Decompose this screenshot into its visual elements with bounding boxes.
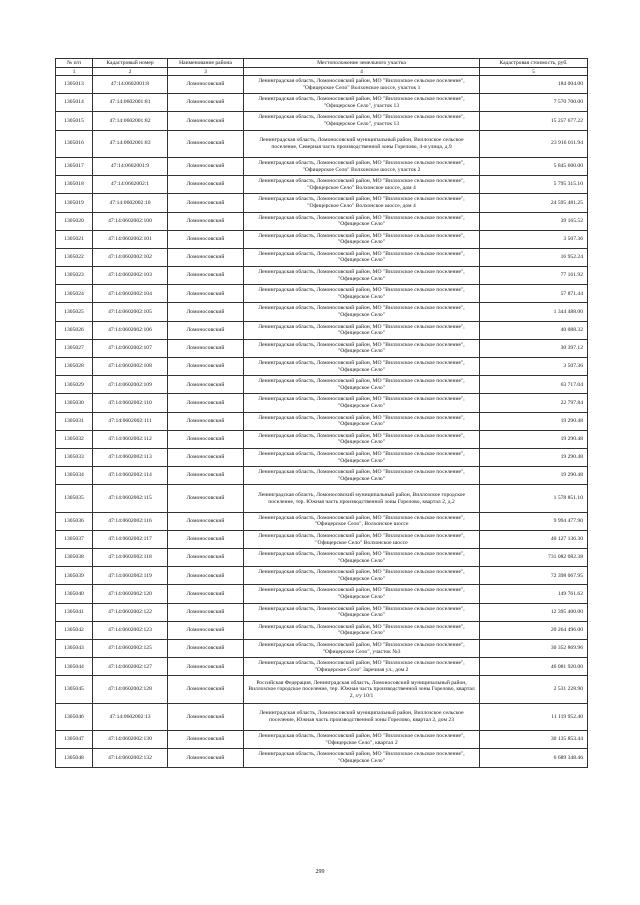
cadastral-value: 12 395 400.00 (480, 603, 588, 621)
land-plot-location: Ленинградская область, Ломоносовский район, МО "Виллозское сельское поселение", "Офицерское Село" (244, 567, 480, 585)
cadastral-number: 47:14:0602002:112 (93, 430, 168, 448)
table-row (56, 376, 588, 394)
cadastral-value-sheet (55, 58, 587, 768)
table-row (56, 394, 588, 412)
row-number: 1305035 (56, 485, 93, 512)
row-number: 1305017 (56, 157, 93, 175)
row-number: 1305014 (56, 94, 93, 112)
table-row (56, 212, 588, 230)
table-header (56, 59, 588, 76)
district-name: Ломоносовский (168, 339, 244, 357)
table-row (56, 603, 588, 621)
row-number: 1305036 (56, 512, 93, 530)
table-row (56, 358, 588, 376)
cadastral-value: 3 507.36 (480, 230, 588, 248)
cadastral-table (55, 58, 588, 768)
cadastral-number: 47:14:0602001:9 (93, 157, 168, 175)
table-row (56, 430, 588, 448)
cadastral-value: 22 797.84 (480, 394, 588, 412)
header-number: № п/п (56, 59, 93, 68)
cadastral-number: 47:14:0602002:128 (93, 676, 168, 703)
cadastral-number: 47:14:0602002:114 (93, 467, 168, 485)
cadastral-number: 47:14:0602002:110 (93, 394, 168, 412)
cadastral-number: 47:14:0602001:8 (93, 76, 168, 94)
district-name: Ломоносовский (168, 549, 244, 567)
district-name: Ломоносовский (168, 76, 244, 94)
cadastral-value: 149 761.62 (480, 585, 588, 603)
district-name: Ломоносовский (168, 485, 244, 512)
cadastral-number: 47:14:0602002:104 (93, 285, 168, 303)
land-plot-location: Ленинградская область, Ломоносовский район, МО "Виллозское сельское поселение", "Офицерское Село" (244, 285, 480, 303)
cadastral-value: 40 127 136.30 (480, 530, 588, 548)
cadastral-value: 40 088.32 (480, 321, 588, 339)
land-plot-location: Ленинградская область, Ломоносовский район, МО "Виллозское сельское поселение", "Офицерское Село" (244, 394, 480, 412)
land-plot-location: Ленинградская область, Ломоносовский район, МО "Виллозское сельское поселение", "Офицерское Село", квартал 2 (244, 731, 480, 749)
land-plot-location: Ленинградская область, Ломоносовский район, МО "Виллозское сельское поселение", "Офицерское Село" (244, 339, 480, 357)
land-plot-location: Ленинградская область, Ломоносовский район, МО "Виллозское сельское поселение", "Офицерское Село" (244, 376, 480, 394)
cadastral-number: 47:14:0602002:119 (93, 567, 168, 585)
row-number: 1305039 (56, 567, 93, 585)
row-number: 1305024 (56, 285, 93, 303)
cadastral-number: 47:14:0602002:115 (93, 485, 168, 512)
district-name: Ломоносовский (168, 512, 244, 530)
table-row (56, 512, 588, 530)
row-number: 1305025 (56, 303, 93, 321)
row-number: 1305026 (56, 321, 93, 339)
land-plot-location: Ленинградская область, Ломоносовский район, МО "Виллозское сельское поселение", "Офицерское Село" (244, 412, 480, 430)
row-number: 1305029 (56, 376, 93, 394)
cadastral-number: 47:14:0602001:82 (93, 112, 168, 130)
table-row (56, 303, 588, 321)
column-number-3: 3 (168, 68, 244, 76)
district-name: Ломоносовский (168, 585, 244, 603)
column-number-4: 4 (244, 68, 480, 76)
land-plot-location: Ленинградская область, Ломоносовский район, МО "Виллозское сельское поселение", "Офицерское Село" (244, 585, 480, 603)
row-number: 1305021 (56, 230, 93, 248)
land-plot-location: Ленинградская область, Ломоносовский район, МО "Виллозское сельское поселение", "Офицерское Село" (244, 549, 480, 567)
land-plot-location: Ленинградская область, Ломоносовский район, МО "Виллозское сельское поселение", "Офицерское Село" Волхонское шоссе, участок 2 (244, 157, 480, 175)
land-plot-location: Ленинградская область, Ломоносовский район, МО "Виллозское сельское поселение", "Офицерское Село" (244, 603, 480, 621)
row-number: 1305016 (56, 130, 93, 157)
land-plot-location: Ленинградская область, Ломоносовский район, МО "Виллозское сельское поселение", "Офицерское Село" Заречная ул., дом 2 (244, 658, 480, 676)
row-number: 1305023 (56, 267, 93, 285)
row-number: 1305043 (56, 640, 93, 658)
district-name: Ломоносовский (168, 467, 244, 485)
table-row (56, 321, 588, 339)
header-district: Наименование района (168, 59, 244, 68)
table-row (56, 485, 588, 512)
land-plot-location: Ленинградская область, Ломоносовский район, МО "Виллозское сельское поселение", "Офицерское Село" Волхонское шоссе, дом 4 (244, 176, 480, 194)
row-number: 1305040 (56, 585, 93, 603)
table-body (56, 76, 588, 768)
cadastral-number: 47:14:0602002:118 (93, 549, 168, 567)
district-name: Ломоносовский (168, 176, 244, 194)
district-name: Ломоносовский (168, 212, 244, 230)
row-number: 1305019 (56, 194, 93, 212)
land-plot-location: Ленинградская область, Ломоносовский район, МО "Виллозское сельское поселение", "Офицерское Село" (244, 212, 480, 230)
row-number: 1305018 (56, 176, 93, 194)
cadastral-value: 5 845 600.00 (480, 157, 588, 175)
cadastral-number: 47:14:0602002:103 (93, 267, 168, 285)
district-name: Ломоносовский (168, 248, 244, 266)
cadastral-value: 16 952.24 (480, 248, 588, 266)
cadastral-number: 47:14:0602002:127 (93, 658, 168, 676)
land-plot-location: Ленинградская область, Ломоносовский район, МО "Виллозское сельское поселение", "Офицерское Село" (244, 321, 480, 339)
column-number-5: 5 (480, 68, 588, 76)
table-row (56, 585, 588, 603)
row-number: 1305022 (56, 248, 93, 266)
table-row (56, 94, 588, 112)
cadastral-value: 30 135 853.44 (480, 731, 588, 749)
table-row (56, 176, 588, 194)
district-name: Ломоносовский (168, 676, 244, 703)
table-row (56, 530, 588, 548)
cadastral-number: 47:14:0602002:130 (93, 731, 168, 749)
land-plot-location: Ленинградская область, Ломоносовский район, МО "Виллозское сельское поселение", "Офицерское Село", участок 13 (244, 94, 480, 112)
cadastral-number: 47:14:0602002:10 (93, 194, 168, 212)
district-name: Ломоносовский (168, 658, 244, 676)
row-number: 1305030 (56, 394, 93, 412)
cadastral-number: 47:14:0602002:116 (93, 512, 168, 530)
cadastral-value: 7 570 700.00 (480, 94, 588, 112)
cadastral-value: 46 081 920.00 (480, 658, 588, 676)
row-number: 1305046 (56, 703, 93, 730)
row-number: 1305033 (56, 448, 93, 466)
cadastral-value: 1 344 488.00 (480, 303, 588, 321)
table-row (56, 412, 588, 430)
cadastral-value: 1 578 851.10 (480, 485, 588, 512)
cadastral-value: 30 397.12 (480, 339, 588, 357)
table-row (56, 703, 588, 730)
land-plot-location: Ленинградская область, Ломоносовский район, МО "Виллозское сельское поселение", "Офицерское Село" (244, 303, 480, 321)
cadastral-number: 47:14:0602001:81 (93, 94, 168, 112)
district-name: Ломоносовский (168, 703, 244, 730)
table-row (56, 749, 588, 767)
cadastral-number: 47:14:0602002:13 (93, 703, 168, 730)
page-number: 299 (315, 869, 325, 875)
row-number: 1305048 (56, 749, 93, 767)
district-name: Ломоносовский (168, 130, 244, 157)
row-number: 1305028 (56, 358, 93, 376)
land-plot-location: Ленинградская область, Ломоносовский муниципальный район, Виллозское сельское поселение, Северная часть производственной зоны Горелово, 4-я улица, д.9 (244, 130, 480, 157)
district-name: Ломоносовский (168, 640, 244, 658)
cadastral-value: 11 119 952.40 (480, 703, 588, 730)
table-row (56, 157, 588, 175)
row-number: 1305041 (56, 603, 93, 621)
cadastral-value: 63 717.04 (480, 376, 588, 394)
table-row (56, 731, 588, 749)
cadastral-number: 47:14:0602002:113 (93, 448, 168, 466)
land-plot-location: Ленинградская область, Ломоносовский муниципальный район, Виллозское сельское поселение, Южная часть производственной зоны Горелово, квартал 2, дом 23 (244, 703, 480, 730)
table-row (56, 467, 588, 485)
land-plot-location: Российская Федерация, Ленинградская область, Ломоносовский муниципальный район, Виллозское городское поселение, тер. Южная часть производственной зоны Горелово, квартал 2, з/у 10/1 (244, 676, 480, 703)
cadastral-number: 47:14:0602002:106 (93, 321, 168, 339)
cadastral-number: 47:14:0602002:100 (93, 212, 168, 230)
land-plot-location: Ленинградская область, Ломоносовский район, МО "Виллозское сельское поселение", "Офицерское Село" (244, 448, 480, 466)
row-number: 1305038 (56, 549, 93, 567)
cadastral-value: 184 004.00 (480, 76, 588, 94)
cadastral-number: 47:14:0602002:132 (93, 749, 168, 767)
district-name: Ломоносовский (168, 530, 244, 548)
row-number: 1305042 (56, 621, 93, 639)
cadastral-value: 15 257 677.22 (480, 112, 588, 130)
table-row (56, 130, 588, 157)
cadastral-value: 19 290.48 (480, 430, 588, 448)
cadastral-value: 30 352 869.96 (480, 640, 588, 658)
district-name: Ломоносовский (168, 194, 244, 212)
land-plot-location: Ленинградская область, Ломоносовский район, МО "Виллозское сельское поселение", "Офицерское Село" (244, 621, 480, 639)
cadastral-number: 47:14:0602002:105 (93, 303, 168, 321)
cadastral-value: 72 398 067.95 (480, 567, 588, 585)
cadastral-number: 47:14:0602002:123 (93, 621, 168, 639)
district-name: Ломоносовский (168, 285, 244, 303)
district-name: Ломоносовский (168, 230, 244, 248)
cadastral-number: 47:14:0602002:122 (93, 603, 168, 621)
table-row (56, 76, 588, 94)
land-plot-location: Ленинградская область, Ломоносовский район, МО "Виллозское сельское поселение", "Офицерское Село" (244, 749, 480, 767)
table-row (56, 658, 588, 676)
district-name: Ломоносовский (168, 394, 244, 412)
table-row (56, 448, 588, 466)
row-number: 1305027 (56, 339, 93, 357)
row-number: 1305015 (56, 112, 93, 130)
district-name: Ломоносовский (168, 358, 244, 376)
table-row (56, 676, 588, 703)
cadastral-value: 19 290.48 (480, 467, 588, 485)
column-number-1: 1 (56, 68, 93, 76)
table-row (56, 112, 588, 130)
table-row (56, 230, 588, 248)
cadastral-value: 5 795 315.10 (480, 176, 588, 194)
row-number: 1305031 (56, 412, 93, 430)
district-name: Ломоносовский (168, 731, 244, 749)
cadastral-number: 47:14:0602002:117 (93, 530, 168, 548)
district-name: Ломоносовский (168, 376, 244, 394)
header-cadastral-number: Кадастровый номер (93, 59, 168, 68)
district-name: Ломоносовский (168, 621, 244, 639)
row-number: 1305045 (56, 676, 93, 703)
land-plot-location: Ленинградская область, Ломоносовский район, МО "Виллозское сельское поселение", "Офицерское Село" Волхонское шоссе, участок 1 (244, 76, 480, 94)
cadastral-value: 39 165.52 (480, 212, 588, 230)
district-name: Ломоносовский (168, 321, 244, 339)
cadastral-value: 19 290.48 (480, 412, 588, 430)
table-row (56, 267, 588, 285)
land-plot-location: Ленинградская область, Ломоносовский район, МО "Виллозское сельское поселение", "Офицерское Село" (244, 230, 480, 248)
land-plot-location: Ленинградская область, Ломоносовский район, МО "Виллозское сельское поселение", "Офицерское Село" Волхонское шоссе (244, 530, 480, 548)
district-name: Ломоносовский (168, 303, 244, 321)
district-name: Ломоносовский (168, 412, 244, 430)
cadastral-value: 9 994 477.90 (480, 512, 588, 530)
cadastral-value: 57 871.44 (480, 285, 588, 303)
cadastral-number: 47:14:0602002:109 (93, 376, 168, 394)
row-number: 1305037 (56, 530, 93, 548)
district-name: Ломоносовский (168, 157, 244, 175)
column-number-2: 2 (93, 68, 168, 76)
table-row (56, 339, 588, 357)
row-number: 1305013 (56, 76, 93, 94)
cadastral-value: 20 264 496.00 (480, 621, 588, 639)
land-plot-location: Ленинградская область, Ломоносовский район, МО "Виллозское сельское поселение", "Офицерское Село" (244, 430, 480, 448)
table-row (56, 567, 588, 585)
cadastral-value: 6 689 348.46 (480, 749, 588, 767)
cadastral-value: 2 531 228.90 (480, 676, 588, 703)
land-plot-location: Ленинградская область, Ломоносовский район, МО "Виллозское сельское поселение", "Офицерское Село" (244, 248, 480, 266)
row-number: 1305034 (56, 467, 93, 485)
cadastral-value: 23 916 011.94 (480, 130, 588, 157)
land-plot-location: Ленинградская область, Ломоносовский район, МО "Виллозское сельское поселение", "Офицерское Село" (244, 467, 480, 485)
table-row (56, 285, 588, 303)
cadastral-number: 47:14:0602001:83 (93, 130, 168, 157)
cadastral-number: 47:14:0602002:102 (93, 248, 168, 266)
district-name: Ломоносовский (168, 448, 244, 466)
row-number: 1305047 (56, 731, 93, 749)
cadastral-number: 47:14:0602002:108 (93, 358, 168, 376)
row-number: 1305032 (56, 430, 93, 448)
district-name: Ломоносовский (168, 94, 244, 112)
row-number: 1305020 (56, 212, 93, 230)
district-name: Ломоносовский (168, 430, 244, 448)
cadastral-value: 24 595 481.25 (480, 194, 588, 212)
land-plot-location: Ленинградская область, Ломоносовский район, МО "Виллозское сельское поселение", "Офицерское Село" (244, 267, 480, 285)
district-name: Ломоносовский (168, 112, 244, 130)
cadastral-value: 731 082 082.38 (480, 549, 588, 567)
header-row (56, 59, 588, 68)
row-number: 1305044 (56, 658, 93, 676)
cadastral-value: 77 161.92 (480, 267, 588, 285)
district-name: Ломоносовский (168, 603, 244, 621)
header-column-numbers-row (56, 68, 588, 76)
table-row (56, 194, 588, 212)
table-row (56, 549, 588, 567)
header-location: Местоположение земельного участка (244, 59, 480, 68)
table-row (56, 640, 588, 658)
district-name: Ломоносовский (168, 567, 244, 585)
cadastral-value: 3 507.36 (480, 358, 588, 376)
table-row (56, 621, 588, 639)
land-plot-location: Ленинградская область, Ломоносовский район, МО "Виллозское сельское поселение", "Офицерское Село", Волхонское шоссе (244, 512, 480, 530)
cadastral-number: 47:14:0602002:111 (93, 412, 168, 430)
table-row (56, 248, 588, 266)
district-name: Ломоносовский (168, 749, 244, 767)
cadastral-value: 19 290.48 (480, 448, 588, 466)
district-name: Ломоносовский (168, 267, 244, 285)
cadastral-number: 47:14:0602002:1 (93, 176, 168, 194)
land-plot-location: Ленинградская область, Ломоносовский район, МО "Виллозское сельское поселение", "Офицерское Село" Волхонское шоссе, дом 4 (244, 194, 480, 212)
cadastral-number: 47:14:0602002:120 (93, 585, 168, 603)
land-plot-location: Ленинградская область, Ломоносовский муниципальный район, Виллозское городское поселение, тер. Южная часть производственной зоны Горелово, квартал 2, д.2 (244, 485, 480, 512)
cadastral-number: 47:14:0602002:101 (93, 230, 168, 248)
cadastral-number: 47:14:0602002:107 (93, 339, 168, 357)
header-cadastral-value: Кадастровая стоимость, руб. (480, 59, 588, 68)
land-plot-location: Ленинградская область, Ломоносовский район, МО "Виллозское сельское поселение", "Офицерское Село", участок 13 (244, 112, 480, 130)
land-plot-location: Ленинградская область, Ломоносовский район, МО "Виллозское сельское поселение", "Офицерское Село" (244, 358, 480, 376)
land-plot-location: Ленинградская область, Ломоносовский район, МО "Виллозское сельское поселение", "Офицерское Село", участок №3 (244, 640, 480, 658)
cadastral-number: 47:14:0602002:125 (93, 640, 168, 658)
